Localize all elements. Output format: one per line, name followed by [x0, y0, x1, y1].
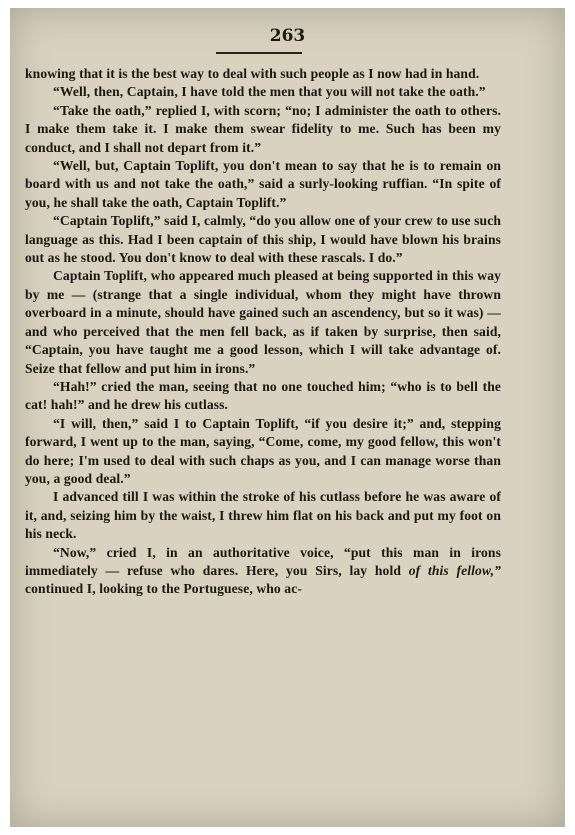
- paragraph-9: I advanced till I was within the stroke of his cutlass before he was aware of it, and, seizing him by the waist, I threw him flat on his back and put my foot on his neck.: [25, 489, 501, 542]
- italic-phrase: of this fellow,”: [408, 562, 501, 578]
- paragraph-2: “Well, then, Captain, I have told the men that you will not take the oath.”: [53, 84, 486, 100]
- book-page: [10, 8, 565, 827]
- body-text: [25, 65, 501, 599]
- paragraph-10: [25, 544, 501, 599]
- paragraph-3: “Take the oath,” replied I, with scorn; “no; I administer the oath to others. I make them take it. I make them swear fidelity to me. Such has been my conduct, and I shall not depart from it.”: [25, 102, 501, 155]
- page-number: 263: [269, 26, 306, 46]
- paragraph-8: “I will, then,” said I to Captain Toplift, “if you desire it;” and, stepping forward, I went up to the man, saying, “Come, come, my good fellow, this won't do here; I'm used to deal with such chaps as you, and I can manage worse than you, a good deal.”: [25, 415, 501, 486]
- paragraph-6: Captain Toplift, who appeared much pleased at being supported in this way by me — (strange that a single individual, whom they might have thrown overboard in a minute, should have gained such an ascendency, but so it was) — and who perceived that the men fell back, as if taken by surprise, then said, “Captain, you have taught me a good lesson, which I will take advantage of. Seize that fellow and put him in irons.”: [25, 268, 501, 376]
- paragraph-10-end: continued I, looking to the Portuguese, who ac-: [25, 581, 302, 597]
- paragraph-10-text: “Now,” cried I, in an authoritative voice, “put this man in irons immediately — refuse who dares. Here, you Sirs, lay hold: [25, 544, 501, 578]
- paragraph-1: knowing that it is the best way to deal with such people as I now had in hand.: [25, 66, 480, 81]
- paragraph-7: “Hah!” cried the man, seeing that no one touched him; “who is to bell the cat! hah!” and he drew his cutlass.: [25, 378, 501, 413]
- paragraph-4: “Well, but, Captain Toplift, you don't mean to say that he is to remain on board with us and not take the oath,” said a surly-looking ruffian. “In spite of you, he shall take the oath, Captain Toplift.”: [25, 158, 501, 210]
- paragraph-5: “Captain Toplift,” said I, calmly, “do you allow one of your crew to use such language as this. Had I been captain of this ship, I would have blown his brains out as he stood. You don't know to deal with these rascals. I do.”: [25, 213, 501, 266]
- header-rule: [216, 52, 302, 54]
